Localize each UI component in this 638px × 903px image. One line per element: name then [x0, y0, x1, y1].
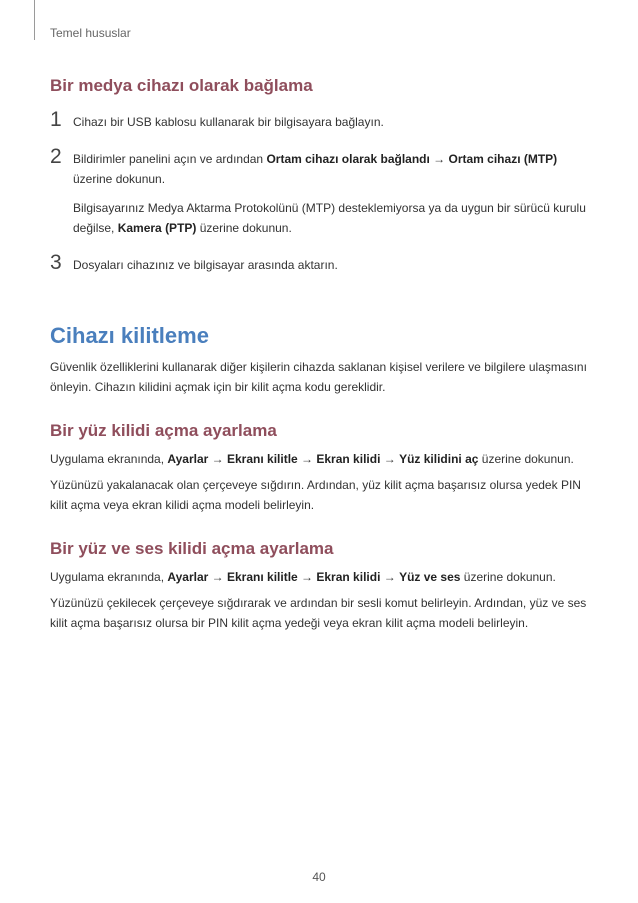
page-number: 40 — [312, 870, 326, 884]
text-run: Uygulama ekranında, — [50, 452, 168, 466]
face-voice-unlock-instructions — [50, 567, 595, 587]
menu-path-item: Kamera (PTP) — [117, 221, 197, 235]
step-list — [50, 108, 595, 275]
arrow: → — [297, 570, 317, 584]
menu-path-item: Ekran kilidi — [316, 452, 381, 466]
arrow: → — [297, 452, 317, 466]
arrow: → — [208, 452, 227, 466]
menu-path-item: Ekranı kilitle — [227, 570, 298, 584]
section-title-device-lock: Cihazı kilitleme — [50, 323, 209, 348]
page-content — [50, 74, 595, 639]
face-unlock-note: Yüzünüzü yakalanacak olan çerçeveye sığdırın. Ardından, yüz kilit açma başarısız olursa yedek PIN kilit açma veya ekran kilidi açma modeli belirleyin. — [50, 478, 581, 512]
text-run: üzerine dokunun. — [478, 452, 574, 466]
step-note — [73, 198, 595, 238]
text-run: Bilgisayarınız Medya Aktarma Protokolünü (MTP) desteklemiyorsa ya da uygun bir sürücü kurulu değilse, — [73, 201, 586, 235]
menu-path-item: Ortam cihazı olarak bağlandı — [266, 152, 430, 166]
step-3 — [50, 251, 595, 275]
menu-path-item: Ekran kilidi — [316, 570, 381, 584]
menu-path-item: Ortam cihazı (MTP) — [448, 152, 558, 166]
arrow: → — [380, 570, 400, 584]
section-title-media-device: Bir medya cihazı olarak bağlama — [50, 76, 313, 95]
menu-path-item: Ayarlar — [167, 452, 209, 466]
step-number: 1 — [50, 108, 62, 131]
text-run: üzerine dokunun. — [73, 172, 166, 186]
text-run: Bildirimler panelini açın ve ardından — [73, 152, 267, 166]
text-run: üzerine dokunun. — [196, 221, 292, 235]
text-run: Uygulama ekranında, — [50, 570, 168, 584]
step-1 — [50, 108, 595, 132]
text-run: üzerine dokunun. — [460, 570, 556, 584]
menu-path-item: Ekranı kilitle — [227, 452, 298, 466]
face-voice-unlock-note: Yüzünüzü çekilecek çerçeveye sığdırarak ve ardından bir sesli komut belirleyin. Ardından, yüz ve ses kilit açma başarısız olursa bir PIN kilit açma yedeği veya ekran kilit açma modeli belirleyin. — [50, 596, 587, 630]
section-title-face-unlock: Bir yüz kilidi açma ayarlama — [50, 421, 277, 440]
step-number: 3 — [50, 251, 62, 274]
arrow: → — [429, 152, 449, 166]
arrow: → — [380, 452, 400, 466]
lock-intro-paragraph: Güvenlik özelliklerini kullanarak diğer kişilerin cihazda saklanan kişisel verilere ve bilgilere ulaşmasını önleyin. Cihazın kilidini açmak için bir kilit açma kodu gereklidir. — [50, 360, 587, 394]
menu-path-item: Ayarlar — [167, 570, 209, 584]
menu-path-item: Yüz kilidini aç — [399, 452, 479, 466]
step-2 — [50, 145, 595, 238]
section-title-face-voice-unlock: Bir yüz ve ses kilidi açma ayarlama — [50, 539, 334, 558]
arrow: → — [208, 570, 227, 584]
running-header: Temel hususlar — [50, 26, 131, 40]
face-unlock-instructions — [50, 449, 595, 469]
step-text: Cihazı bir USB kablosu kullanarak bir bilgisayara bağlayın. — [73, 115, 384, 129]
step-text — [73, 149, 595, 189]
menu-path-item: Yüz ve ses — [399, 570, 461, 584]
page-corner-mark — [34, 0, 35, 40]
step-text: Dosyaları cihazınız ve bilgisayar arasında aktarın. — [73, 258, 338, 272]
step-number: 2 — [50, 145, 62, 168]
